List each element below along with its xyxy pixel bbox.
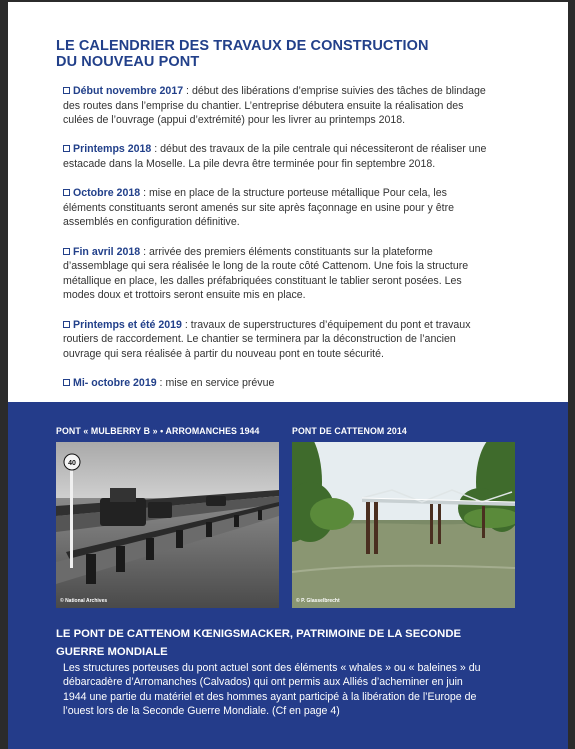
- mulberry-bridge-photo: [56, 442, 279, 608]
- entry-date: Début novembre 2017: [73, 85, 184, 97]
- square-bullet-icon: [63, 248, 70, 255]
- entry-text-line: modes doux et trottoirs seront ensuite mis en place.: [63, 289, 306, 302]
- square-bullet-icon: [63, 321, 70, 328]
- entry-text-line: ouvrage qui sera réalisée à partir du nouveau pont en toute sécurité.: [63, 347, 384, 360]
- calendar-entry: [63, 84, 513, 128]
- entry-text-line: des routes dans l’emprise du chantier. L’entreprise débutera ensuite la réalisation des: [63, 99, 464, 112]
- heritage-body-line: débarcadère d’Arromanches (Calvados) qui ont permis aux Alliés d’acheminer en juin: [63, 676, 463, 689]
- photo-credit: © National Archives: [60, 598, 108, 604]
- entry-text-line: : mise en place de la structure porteuse métallique Pour cela, les: [140, 187, 447, 200]
- calendar-entry: [63, 245, 513, 303]
- entry-text-line: : travaux de superstructures d’équipement du pont et travaux: [181, 318, 471, 331]
- entry-date: Mi- octobre 2019: [73, 376, 157, 389]
- mulberry-bridge-image: [56, 442, 279, 608]
- entry-date: Printemps 2018: [73, 143, 152, 156]
- entry-date: Fin avril 2018: [73, 245, 141, 258]
- heritage-body-line: Les structures porteuses du pont actuel sont des éléments « whales » ou « baleines » du: [63, 662, 481, 674]
- heritage-body: [63, 661, 523, 718]
- svg-text:40: 40: [68, 460, 76, 467]
- square-bullet-icon: [63, 87, 70, 94]
- square-bullet-icon: [63, 379, 70, 386]
- entry-text-line: métallique en place, les dalles préfabriquées constituant le tablier seront posées. Les: [63, 274, 462, 287]
- heritage-body-line: 1944 une partie du matériel et des hommes ayant participé à la libération de l’Europe de: [63, 690, 477, 703]
- entry-text-line: éléments constituants seront amenés sur site après façonnage en usine pour y être: [63, 201, 455, 214]
- square-bullet-icon: [63, 189, 70, 196]
- heritage-title-line: LE PONT DE CATTENOM KŒNIGSMACKER, PATRIMOINE DE LA SECONDE: [56, 628, 462, 640]
- entry-text-line: routiers de raccordement. Le chantier se terminera par la déconstruction de l’ancien: [63, 333, 456, 346]
- entry-text-line: : début des libérations d’emprise suivies des tâches de blindage: [183, 85, 486, 97]
- heritage-title-line: GUERRE MONDIALE: [56, 646, 168, 658]
- entry-text-line: : début des travaux de la pile centrale qui nécessiteront de réaliser une: [151, 143, 487, 156]
- cattenom-bridge-photo: [292, 442, 515, 608]
- entry-text-line: assemblés en configuration définitive.: [63, 216, 240, 229]
- photo-credit: © P. Glasselbrecht: [296, 598, 340, 604]
- photo-caption-mulberry: PONT « MULBERRY B » • ARROMANCHES 1944: [56, 426, 260, 436]
- page-title: [56, 38, 476, 70]
- entry-text-line: d’assemblage qui sera réalisée le long de la route côté Cattenom. Une fois la structure: [63, 260, 469, 273]
- calendar-entry: [63, 318, 513, 362]
- entry-text-line: culées de l’ouvrage (appui d’extrémité) pour les livrer au printemps 2018.: [63, 114, 406, 127]
- page-title-line: DU NOUVEAU PONT: [56, 54, 200, 70]
- heritage-body-line: l’ouest lors de la Seconde Guerre Mondiale. (Cf en page 4): [63, 704, 340, 717]
- entry-text-line: : arrivée des premiers éléments constituants sur la plateforme: [140, 245, 433, 258]
- entry-date: Printemps et été 2019: [73, 318, 182, 331]
- square-bullet-icon: [63, 145, 70, 152]
- calendar-entry: [63, 376, 513, 391]
- photo-caption-cattenom: PONT DE CATTENOM 2014: [292, 426, 407, 436]
- calendar-list: [63, 84, 513, 405]
- cattenom-bridge-image: [292, 442, 515, 608]
- entry-date: Octobre 2018: [73, 187, 141, 200]
- calendar-entry: [63, 186, 513, 230]
- entry-text-line: : mise en service prévue: [156, 376, 275, 389]
- calendar-entry: [63, 142, 513, 171]
- document-page: [8, 2, 568, 749]
- page-title-line: LE CALENDRIER DES TRAVAUX DE CONSTRUCTION: [56, 38, 429, 54]
- heritage-band: [8, 402, 568, 749]
- entry-text-line: estacade dans la Moselle. La pile devra être terminée pour fin septembre 2018.: [63, 157, 436, 170]
- heritage-title: [56, 625, 526, 661]
